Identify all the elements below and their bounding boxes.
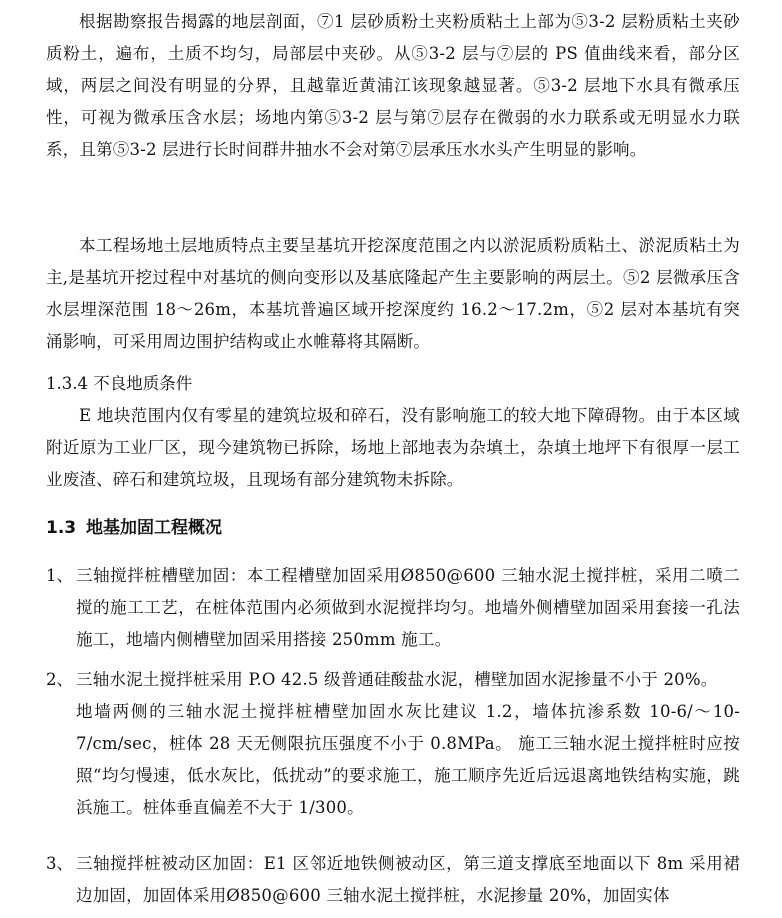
- list-item: [46, 560, 740, 656]
- subheading-adverse-geology: 1.3.4 不良地质条件: [46, 374, 193, 393]
- list-item-marker: 3、: [46, 854, 73, 873]
- section-heading-foundation-reinforcement: [46, 512, 222, 544]
- list-item-text: 三轴搅拌桩槽壁加固：本工程槽壁加固采用Ø850@600 三轴水泥土搅拌桩，采用二喷二搅的施工工艺，在桩体范围内必须做到水泥搅拌均匀。地墙外侧槽壁加固采用套接一孔法施工，地墙内侧槽壁加固采用搭接 250mm 施工。: [76, 566, 740, 649]
- section-number: 1.3: [46, 518, 77, 538]
- list-item: [46, 848, 740, 912]
- list-item-text: 地墙两侧的三轴水泥土搅拌桩槽壁加固水灰比建议 1.2，墙体抗渗系数 10-6/～10-7/cm/sec，桩体 28 天无侧限抗压强度不小于 0.8MPa。 施工三轴水泥土搅拌桩时应按照“均匀慢速，低水灰比，低扰动”的要求施工，施工顺序先近后远退离地铁结构实施，跳浜施工。桩体垂直偏差不大于 1/300。: [76, 702, 740, 817]
- list-item-body: [76, 664, 740, 824]
- paragraph-adverse-geology: E 地块范围内仅有零星的建筑垃圾和碎石，没有影响施工的较大地下障碍物。由于本区域附近原为工业厂区，现今建筑物已拆除，场地上部地表为杂填土，杂填土地坪下有很厚一层工业废渣、碎石和建筑垃圾，且现场有部分建筑物未拆除。: [46, 406, 740, 489]
- section-title: 地基加固工程概况: [86, 518, 222, 538]
- paragraph-geology-profile: 根据勘察报告揭露的地层剖面，⑦1 层砂质粉土夹粉质粘土上部为⑤3-2 层粉质粘土夹砂质粉土，遍布，土质不均匀，局部层中夹砂。从⑤3-2 层与⑦层的 PS 值曲线来看，部分区域，两层之间没有明显的分界，且越靠近黄浦江该现象越显著。⑤3-2 层地下水具有微承压性，可视为微承压含水层；场地内第⑤3-2 层与第⑦层存在微弱的水力联系或无明显水力联系，且第⑤3-2 层进行长时间群井抽水不会对第⑦层承压水水头产生明显的影响。: [46, 12, 740, 159]
- list-item-marker: 2、: [46, 670, 73, 689]
- paragraph-soil-characteristics: 本工程场地土层地质特点主要呈基坑开挖深度范围之内以淤泥质粉质粘土、淤泥质粘土为主,是基坑开挖过程中对基坑的侧向变形以及基底隆起产生主要影响的两层土。⑤2 层微承压含水层埋深范围 18～26m，本基坑普遍区域开挖深度约 16.2～17.2m，⑤2 层对本基坑有突涌影响，可采用周边围护结构或止水帷幕将其隔断。: [46, 236, 740, 351]
- list-item-text: 三轴搅拌桩被动区加固：E1 区邻近地铁侧被动区，第三道支撑底至地面以下 8m 采用裙边加固，加固体采用Ø850@600 三轴水泥土搅拌桩，水泥掺量 20%，加固实体: [76, 854, 740, 905]
- list-item: [46, 664, 740, 824]
- list-item-first-line: 三轴水泥土搅拌桩采用 P.O 42.5 级普通硅酸盐水泥，槽壁加固水泥掺量不小于 20%。: [76, 670, 718, 689]
- list-item-marker: 1、: [46, 566, 73, 585]
